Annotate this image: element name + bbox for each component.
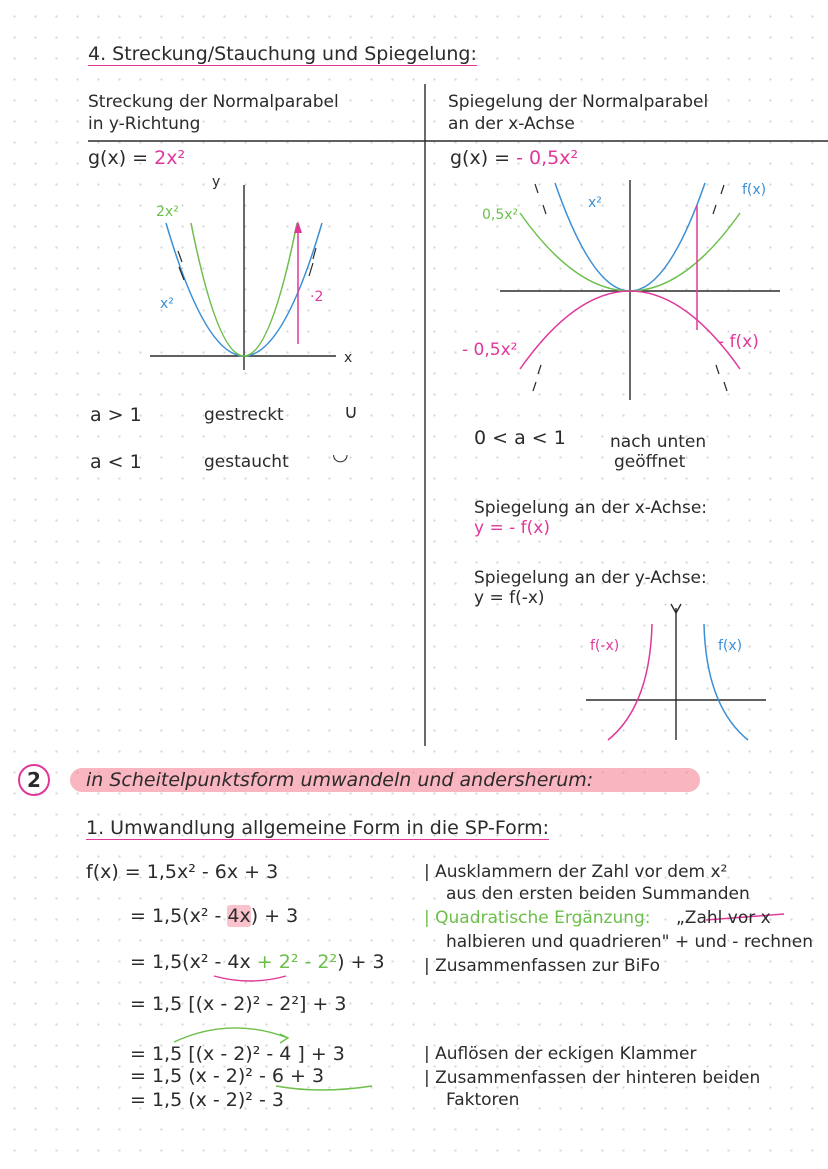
section-number-badge: 2 xyxy=(18,764,50,796)
section2-subheading-text: 1. Umwandlung allgemeine Form in die SP-Form: xyxy=(86,817,550,839)
cond-a-lt-1: a < 1 xyxy=(90,451,142,473)
note-1: aus den ersten beiden Summanden xyxy=(446,884,750,904)
mirror-x-line1: Spiegelung an der x-Achse: xyxy=(474,498,708,518)
left-title-line2: in y-Richtung xyxy=(88,114,201,134)
section2-title: in Scheitelpunktsform umwandeln und andersherum: xyxy=(86,769,594,791)
cond-desc-line1: nach unten xyxy=(610,432,707,452)
mirror-y-line1: Spiegelung an der y-Achse: xyxy=(474,568,707,588)
step-4: = 1,5 [(x - 2)² - 4 ] + 3 xyxy=(130,1043,345,1065)
symbol-flat: ◡ xyxy=(332,443,349,465)
note-4: halbieren und quadrieren" + und - rechnen xyxy=(446,932,814,952)
left-graph-x-label: x xyxy=(344,350,353,366)
label-f-x: f(x) xyxy=(718,638,743,654)
step-2-green: + 2² - 2² xyxy=(256,951,338,973)
step-1-post: ) + 3 xyxy=(250,905,299,927)
step-3: = 1,5 [(x - 2)² - 2²] + 3 xyxy=(130,993,347,1015)
step-0: f(x) = 1,5x² - 6x + 3 xyxy=(86,861,279,883)
cond-0-lt-a-lt-1: 0 < a < 1 xyxy=(474,427,566,449)
label-x2: x² xyxy=(160,296,174,312)
left-title-line1: Streckung der Normalparabel xyxy=(88,92,339,112)
right-title-line1: Spiegelung der Normalparabel xyxy=(448,92,709,112)
left-graph-y-label: y xyxy=(212,174,221,190)
label-stretch-factor: ·2 xyxy=(310,289,324,305)
left-formula-value: 2x² xyxy=(154,147,186,169)
symbol-open-up: ∪ xyxy=(344,401,358,423)
note-6: | Auflösen der eckigen Klammer xyxy=(424,1044,697,1064)
step-2-pre: = 1,5(x² - 4x xyxy=(130,951,257,973)
left-formula-prefix: g(x) = xyxy=(88,147,155,169)
step-1-pre: = 1,5(x² - xyxy=(130,905,228,927)
right-formula-value: - 0,5x² xyxy=(516,147,579,169)
step-1-highlight: 4x xyxy=(227,905,251,927)
label-neg-f: - f(x) xyxy=(718,332,759,352)
label-2x2: 2x² xyxy=(156,204,179,220)
label-f-neg-x: f(-x) xyxy=(590,638,620,654)
label-right-x2: x² xyxy=(588,195,602,211)
right-title-line2: an der x-Achse xyxy=(448,114,575,134)
note-0: | Ausklammern der Zahl vor dem x² xyxy=(424,862,728,882)
desc-gestreckt: gestreckt xyxy=(204,405,284,425)
note-3: „Zahl vor x xyxy=(676,908,771,928)
section-heading-text: 4. Streckung/Stauchung und Spiegelung: xyxy=(88,43,477,65)
mirror-x-formula: y = - f(x) xyxy=(474,518,550,538)
step-2-post: ) + 3 xyxy=(337,951,385,973)
right-formula-prefix: g(x) = xyxy=(450,147,517,169)
step-5: = 1,5 (x - 2)² - 6 + 3 xyxy=(130,1065,325,1087)
note-5: | Zusammenfassen zur BiFo xyxy=(424,956,660,976)
desc-gestaucht: gestaucht xyxy=(204,452,289,472)
mirror-y-line2: y = f(-x) xyxy=(474,588,545,608)
note-2-text: | Quadratische Ergänzung: xyxy=(424,908,651,928)
label-neg05x2: - 0,5x² xyxy=(462,340,518,360)
note-8: Faktoren xyxy=(446,1090,520,1110)
label-05x2: 0,5x² xyxy=(482,207,519,223)
label-f: f(x) xyxy=(742,182,767,198)
cond-a-gt-1: a > 1 xyxy=(90,404,142,426)
cond-desc-line2: geöffnet xyxy=(614,452,686,472)
note-7: | Zusammenfassen der hinteren beiden xyxy=(424,1068,761,1088)
note-2 xyxy=(424,908,651,928)
step-6: = 1,5 (x - 2)² - 3 xyxy=(130,1089,284,1111)
